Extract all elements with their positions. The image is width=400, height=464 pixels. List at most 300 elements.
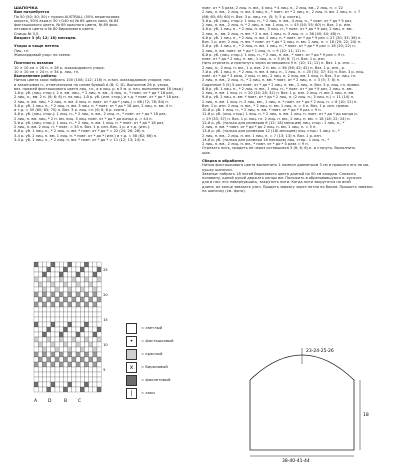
chart-cell xyxy=(68,312,72,317)
chart-cell xyxy=(63,332,67,337)
chart-cell xyxy=(76,312,80,317)
chart-cell xyxy=(68,297,72,302)
chart-cell xyxy=(80,292,84,297)
text-line: 6-й р. уб. (лиц. стор.): 1 лиц. п., * 2 лиц. п. вм., * повт. от * до * 9 раз = 9 п. xyxy=(202,52,345,57)
chart-cell xyxy=(59,297,63,302)
chart-cell xyxy=(63,347,67,352)
chart-cell xyxy=(34,327,38,332)
chart-cell xyxy=(89,342,93,347)
chart-cell xyxy=(42,312,46,317)
text-line: 2 лиц. п. вм. 1 лиц. п. = 20 (24; 28; 32) п. Вяз. 1 р. изн. 2 лиц. п. вм. 2 лиц. п. вм. xyxy=(202,91,355,95)
chart-cell xyxy=(68,332,72,337)
chart-cell xyxy=(97,302,101,307)
chart-cell xyxy=(51,317,55,322)
chart-cell xyxy=(93,372,97,377)
chart-cell xyxy=(80,372,84,377)
text-line: 11-й р. уб. (лиц. стор.) 1 лиц. п. * 2 лиц. п. вм. 1 лиц. п. повт. от * до * до конца р. xyxy=(202,112,358,117)
chart-cell xyxy=(80,272,84,277)
text-line: 6-й р. уб. 1 лиц. п., * 2 лиц. п. вм. * повт. от * до * = 22 (24; 26; 28) п. xyxy=(14,129,146,134)
chart-cell xyxy=(80,367,84,372)
text-line: 2 лиц. п. вм., 2 лиц. п. вм. 1 лиц. п. = 7 (13; 13) п. Вяз. 1 р. изн. xyxy=(202,133,322,138)
legend-swatch xyxy=(126,349,137,360)
chart-cell xyxy=(80,332,84,337)
chart-cell xyxy=(97,332,101,337)
chart-cell xyxy=(80,377,84,382)
chart-cell xyxy=(76,322,80,327)
chart-cell xyxy=(89,297,93,302)
chart-cell xyxy=(80,337,84,342)
chart-cell xyxy=(68,357,72,362)
chart-cell xyxy=(80,322,84,327)
text-line: 2 лиц. п. вм. 2 лиц. п. * повт. = 33 п. Вяз. 1 р. изн. Вяз. 1 р. и т.д. (изн.). xyxy=(14,125,151,129)
chart-cell xyxy=(59,382,63,387)
text-line: 14-й р. уб. (только для размера 18 месяцев) лиц. стор.: 1 лиц. п., * xyxy=(202,137,330,142)
text-line: повт. от * 3 раза, 2 лиц. п. вм., 4 лиц. * 4 лиц. п., 2 лиц. вм., 2 лиц. п. = 22 xyxy=(202,6,343,10)
chart-cell xyxy=(63,372,67,377)
chart-cell xyxy=(47,322,51,327)
chart-cell xyxy=(68,267,72,272)
chart-cell xyxy=(47,277,51,282)
chart-cell xyxy=(68,287,72,292)
chart-cell xyxy=(34,282,38,287)
right-text-block xyxy=(202,6,394,193)
chart-cell xyxy=(47,292,51,297)
text-line: Жаккардовый узор: по схеме. xyxy=(14,52,71,57)
chart-cell xyxy=(42,272,46,277)
text-line: 10 × 10 см = 26 п. × 28 р. жаккардового узора. xyxy=(14,65,105,70)
chart-cell xyxy=(97,272,101,277)
chart-cell xyxy=(84,302,88,307)
text-line: летового цвета и № 80 бирюзового цвета. xyxy=(14,27,95,32)
chart-cell xyxy=(51,347,55,352)
text-line: Вяз. 1 р. изн. 2 лиц. п. вм., * 2 лиц. п. вм. 1 лиц. п. = 4 п. Вяз. 1 р. изн. прямо. xyxy=(202,103,350,108)
chart-cell xyxy=(93,307,97,312)
chart-cell xyxy=(89,302,93,307)
chart-cell xyxy=(80,297,84,302)
chart-cell xyxy=(42,382,46,387)
text-line: 5-й р. уб. (лиц. стор.): 1 лиц. п., * 2 лиц. п. вм. 1 лиц. п. * повт. от * до * 18 раз, xyxy=(14,120,165,125)
chart-cell xyxy=(97,312,101,317)
chart-cell xyxy=(68,307,72,312)
text-line: 2 лиц. п. вм. * повт. от * до * до 2 лиц. п. вм. 1 лиц. п. = 5 п. xyxy=(202,125,317,129)
chart-cell xyxy=(55,322,59,327)
chart-cell xyxy=(63,362,67,367)
chart-cell xyxy=(42,297,46,302)
chart-cell xyxy=(47,317,51,322)
chart-cell xyxy=(34,322,38,327)
chart-cell xyxy=(51,267,55,272)
chart-cell xyxy=(34,297,38,302)
chart-cell xyxy=(72,337,76,342)
chart-cell xyxy=(72,327,76,332)
chart-cell xyxy=(68,387,72,392)
chart-cell xyxy=(76,357,80,362)
chart-cell xyxy=(42,357,46,362)
text-line: 10-й р. уб. 1 лиц. п., * 2 лиц. п. вм. * повт. от * до * 9 раз = 9 п. xyxy=(202,108,322,112)
chart-cell xyxy=(63,352,67,357)
chart-cell xyxy=(42,377,46,382)
chart-cell xyxy=(51,312,55,317)
chart-cell xyxy=(89,312,93,317)
chart-size-letter: C xyxy=(78,399,82,404)
chart-cell xyxy=(68,337,72,342)
chart-cell xyxy=(59,347,63,352)
chart-cell xyxy=(47,332,51,337)
chart-cell xyxy=(68,352,72,357)
pattern-title: ШАПОЧКА xyxy=(14,6,38,10)
chart-cell xyxy=(93,362,97,367)
chart-row-label: 25 xyxy=(103,268,108,272)
chart-cell xyxy=(76,267,80,272)
chart-cell xyxy=(38,387,42,392)
chart-row-label: 10 xyxy=(103,343,108,347)
chart-cell xyxy=(80,277,84,282)
chart-cell xyxy=(47,327,51,332)
chart-cell xyxy=(80,302,84,307)
text-line: Возраст 3 (6; 12; 18) месяцев. xyxy=(14,35,77,40)
chart-cell xyxy=(34,292,38,297)
chart-cell xyxy=(68,262,72,267)
chart-cell xyxy=(59,267,63,272)
chart-size-letter: D xyxy=(48,399,52,404)
chart-cell xyxy=(55,282,59,287)
chart-cell xyxy=(76,387,80,392)
chart-cell xyxy=(55,347,59,352)
chart-cell xyxy=(72,277,76,282)
chart-cell xyxy=(38,297,42,302)
chart-cell xyxy=(84,267,88,272)
chart-cell xyxy=(97,292,101,297)
chart-row-label: 15 xyxy=(103,318,108,322)
left-text-block xyxy=(14,10,198,142)
chart-cell xyxy=(89,322,93,327)
chart-cell xyxy=(47,347,51,352)
chart-cell xyxy=(38,267,42,272)
chart-cell xyxy=(63,287,67,292)
chart-cell xyxy=(80,342,84,347)
chart-cell xyxy=(80,327,84,332)
chart-cell xyxy=(59,337,63,342)
chart-cell xyxy=(55,302,59,307)
chart-cell xyxy=(68,367,72,372)
text-line: 2 лиц. п. вм. 1 лиц. п. 2 лиц. вм., 1 лиц. п. * повт. от * до * 2 лиц. п. = 8 (10; 12) п. xyxy=(202,99,358,104)
legend-item xyxy=(126,361,196,374)
chart-cell xyxy=(84,262,88,267)
chart-cell xyxy=(38,292,42,297)
chart-cell xyxy=(55,272,59,277)
text-line: 4-й р. уб. 1 лиц. п., * 2 лиц. п. вм. 2 лиц. п. * повт. от * до * 9 раз = 27 (30; 33; 36) п. xyxy=(202,35,362,40)
text-line: 13-й р. уб. (только для размеров 12 (18) месяцев) лиц. стор.: 1 лиц. п., * xyxy=(202,129,340,134)
chart-cell xyxy=(55,292,59,297)
chart-cell xyxy=(76,277,80,282)
chart-cell xyxy=(68,292,72,297)
chart-cell xyxy=(89,352,93,357)
chart-cell xyxy=(51,287,55,292)
chart-cell xyxy=(72,312,76,317)
chart-cell xyxy=(38,352,42,357)
chart-cell xyxy=(72,332,76,337)
chart-row-label: 5 xyxy=(103,368,106,372)
chart-cell xyxy=(97,287,101,292)
chart-cell xyxy=(72,272,76,277)
chart-cell xyxy=(97,337,101,342)
text-line: Спицы № 3,5. xyxy=(14,31,40,36)
chart-cell xyxy=(47,302,51,307)
chart-size-letter: B xyxy=(64,399,68,404)
text-line: 4-й р. уб. (лиц. стор.): 1 лиц. п., * 2 лиц. п. вм., 2 лиц. п., * повт. от * до * 18 раз, xyxy=(14,112,167,117)
chart-cell xyxy=(63,272,67,277)
side-dimension-label: 18 xyxy=(363,413,369,418)
chart-cell xyxy=(97,322,101,327)
chart-cell xyxy=(89,262,93,267)
chart-cell xyxy=(72,282,76,287)
chart-cell xyxy=(42,267,46,272)
chart-row-label: 20 xyxy=(103,293,108,297)
chart-cell xyxy=(38,342,42,347)
chart-cell xyxy=(68,342,72,347)
chart-cell xyxy=(80,317,84,322)
chart-cell xyxy=(84,342,88,347)
chart-cell xyxy=(47,307,51,312)
text-line: фисташкового цвета, № 69 красного цвета, № 89 фио- xyxy=(14,23,119,27)
text-line: Вам потребуется xyxy=(14,10,50,15)
chart-cell xyxy=(68,272,72,277)
legend-swatch xyxy=(126,323,137,334)
chart-cell xyxy=(89,362,93,367)
text-line: = 29 (33; 37) п. Вяз. 1 р. лиц. гл. 2 лиц. п. вм., 2 лиц. п. вм. = 18 (18; 22; 24) п. xyxy=(202,116,351,121)
chart-cell xyxy=(59,272,63,277)
chart-cell xyxy=(76,272,80,277)
chart-cell xyxy=(51,387,55,392)
chart-cell xyxy=(76,327,80,332)
chart-cell xyxy=(76,292,80,297)
chart-cell xyxy=(59,322,63,327)
chart-cell xyxy=(51,322,55,327)
chart-cell xyxy=(42,292,46,297)
chart-cell xyxy=(51,352,55,357)
chart-cell xyxy=(72,377,76,382)
chart-cell xyxy=(38,377,42,382)
chart-cell xyxy=(63,367,67,372)
chart-cell xyxy=(97,277,101,282)
chart-cell xyxy=(34,337,38,342)
chart-cell xyxy=(84,277,88,282)
chart-cell xyxy=(84,327,88,332)
chart-cell xyxy=(72,287,76,292)
chart-cell xyxy=(80,347,84,352)
legend-item xyxy=(126,335,196,348)
text-line: Узоры и чаще петель xyxy=(14,44,60,49)
chart-cell xyxy=(97,387,101,392)
chart-cell xyxy=(93,387,97,392)
chart-cell xyxy=(34,317,38,322)
chart-cell xyxy=(97,382,101,387)
chart-cell xyxy=(93,347,97,352)
legend-swatch: | xyxy=(126,388,137,399)
chart-cell xyxy=(84,317,88,322)
chart-cell xyxy=(63,307,67,312)
chart-cell xyxy=(80,307,84,312)
chart-cell xyxy=(34,362,38,367)
chart-cell xyxy=(97,357,101,362)
chart-cell xyxy=(68,372,72,377)
chart-cell xyxy=(55,352,59,357)
chart-cell xyxy=(42,287,46,292)
text-line: Нитью цвета хаки набрать 100 (108; 112; 116) п. и вяз. жаккардовым узором, нач. xyxy=(14,78,172,83)
chart-cell xyxy=(89,317,93,322)
chart-cell xyxy=(59,352,63,357)
chart-cell xyxy=(76,367,80,372)
chart-cell xyxy=(34,302,38,307)
text-line: и заканчивая п., отмеченными на схеме буквой А (B; C; D). Выполнив 26 р. узора, xyxy=(14,82,170,87)
chart-cell xyxy=(93,302,97,307)
text-line: для в нач. его повернувшись, закрутить нити. Когда нити закрутятся по всей xyxy=(202,180,351,185)
chart-cell xyxy=(38,327,42,332)
legend-item xyxy=(126,322,196,335)
chart-cell xyxy=(76,352,80,357)
text-line: Сборка и обработка xyxy=(202,159,244,163)
chart-cell xyxy=(80,387,84,392)
chart-cell xyxy=(38,367,42,372)
chart-cell xyxy=(93,262,97,267)
chart-cell xyxy=(63,317,67,322)
chart-cell xyxy=(84,307,88,312)
text-line: шов. xyxy=(202,150,211,155)
right-column xyxy=(202,6,394,193)
chart-cell xyxy=(93,332,97,337)
legend-label: = фиолетовый xyxy=(141,377,171,383)
chart-size-letter: A xyxy=(34,399,38,404)
chart-cell xyxy=(63,302,67,307)
chart-cell xyxy=(97,262,101,267)
chart-cell xyxy=(89,347,93,352)
chart-cell xyxy=(47,272,51,277)
chart-cell xyxy=(34,367,38,372)
chart-cell xyxy=(84,332,88,337)
chart-cell xyxy=(93,352,97,357)
text-line: 2 лиц. п. вм., 2 лиц. п., * 2 лиц. п. вм. * повт. от * 2 лиц. п. = 3 (5; 7; 8) п. xyxy=(202,78,341,83)
text-line: шерсть, 50% акрил; 50 г/140 м) № 65 цвета хаки, № 84 xyxy=(14,18,119,23)
chart-cell xyxy=(72,322,76,327)
chart-cell xyxy=(80,262,84,267)
text-line: 1-й р. уб. (лиц. стор.): 2 п. вм. лиц., * 2 лиц. п. вм., 4 лиц. п., * повт. от * до * 18 раз, xyxy=(14,91,174,95)
chart-cell xyxy=(42,327,46,332)
chart-cell xyxy=(38,337,42,342)
chart-cell xyxy=(89,382,93,387)
text-line: 2 лиц. п., вм. 2 лиц. п. вм. * 2 п. вм. 1 лиц. п. 3 лиц. п. = 36 (40; 44; 48) п. xyxy=(202,31,341,36)
chart-cell xyxy=(68,347,72,352)
chart-cell xyxy=(38,302,42,307)
chart-cell xyxy=(42,342,46,347)
chart-cell xyxy=(76,302,80,307)
chart-cell xyxy=(38,332,42,337)
chart-cell xyxy=(63,322,67,327)
chart-cell xyxy=(47,282,51,287)
chart-cell xyxy=(38,317,42,322)
chart-cell xyxy=(47,262,51,267)
chart-cell xyxy=(89,272,93,277)
text-line: 10 × 10 см = 24 п. × 34 р. лиц. гл. xyxy=(14,69,80,74)
chart-cell xyxy=(72,347,76,352)
text-line: вяз. пряжей фисташкового цвета лиц. гл., а в лиц. р. в 5 м. р. нач. выполнения 18 (мод.) xyxy=(14,86,184,91)
chart-cell xyxy=(59,367,63,372)
chart-cell xyxy=(55,362,59,367)
chart-cell xyxy=(47,267,51,272)
chart-cell xyxy=(76,337,80,342)
chart-cell xyxy=(59,287,63,292)
chart-cell xyxy=(59,277,63,282)
chart-cell xyxy=(38,362,42,367)
chart-cell xyxy=(93,267,97,272)
chart-cell xyxy=(51,377,55,382)
chart-cell xyxy=(47,362,51,367)
chart-cell xyxy=(89,282,93,287)
chart-cell xyxy=(38,357,42,362)
chart-cell xyxy=(84,352,88,357)
chart-cell xyxy=(89,367,93,372)
chart-cell xyxy=(93,272,97,277)
text-line: 3-й р. уб. (лиц. стор.): 1 лиц. п., * 2 лиц. п. вм., 4 лиц. п., * повт. от * до * 9 раз, xyxy=(202,18,353,23)
chart-cell xyxy=(34,342,38,347)
chart-cell xyxy=(47,367,51,372)
chart-cell xyxy=(55,332,59,337)
legend-swatch: x xyxy=(126,362,137,373)
chart-cell xyxy=(89,377,93,382)
chart-cell xyxy=(72,302,76,307)
chart-cell xyxy=(68,382,72,387)
text-line: 7-й р. уб. 1 лиц. п., * 2 лиц. п. вм. 4 лиц. п., 1 лиц. п. = 25 (31; 37; 41) п. Вяз. 3 р. лиц. xyxy=(202,69,365,74)
chart-cell xyxy=(84,312,88,317)
chart-cell xyxy=(63,377,67,382)
chart-cell xyxy=(55,387,59,392)
chart-cell xyxy=(84,297,88,302)
chart-cell xyxy=(68,322,72,327)
chart-cell xyxy=(55,367,59,372)
chart-cell xyxy=(63,277,67,282)
text-line: Отрезать нить, продеть ее через оставшиеся 5 (6; 6; 6) п. и стянуть. Выполнить xyxy=(202,146,356,151)
hat-outline xyxy=(250,355,354,450)
chart-cell xyxy=(97,307,101,312)
chart-cell xyxy=(34,307,38,312)
chart-cell xyxy=(84,387,88,392)
chart-cell xyxy=(63,262,67,267)
chart-cell xyxy=(59,282,63,287)
chart-cell xyxy=(84,337,88,342)
chart-cell xyxy=(84,272,88,277)
chart-cell xyxy=(34,347,38,352)
chart-cell xyxy=(93,382,97,387)
chart-cell xyxy=(38,262,42,267)
text-line: 2 лиц. п. вм. лиц. * 2 п. вм. лиц. 3 лиц. повт. от * до * до конца р. = 44 п. xyxy=(14,116,153,121)
chart-cell xyxy=(51,307,55,312)
chart-cell xyxy=(55,317,59,322)
chart-cell xyxy=(38,272,42,277)
chart-cell xyxy=(42,372,46,377)
chart-cell xyxy=(80,352,84,357)
chart-cell xyxy=(63,357,67,362)
chart-cell xyxy=(76,282,80,287)
chart-cell xyxy=(76,317,80,322)
chart-cell xyxy=(76,382,80,387)
legend-label: = красный xyxy=(141,351,163,357)
text-line: длине, их конце завязать узел. Продеть завязку через петли по бокам. Пришить завязки xyxy=(202,184,373,189)
chart-cell xyxy=(72,307,76,312)
chart-cell xyxy=(84,362,88,367)
chart-cell xyxy=(89,332,93,337)
text-line: 2 лиц. п., 2 лиц. п. вм., 1 р. вяз. 2 п. вм. = 36 (36; 42; 42) п. Вяз. 1 р. изн., р. xyxy=(202,65,346,70)
chart-cell xyxy=(47,387,51,392)
chart-cell xyxy=(84,287,88,292)
